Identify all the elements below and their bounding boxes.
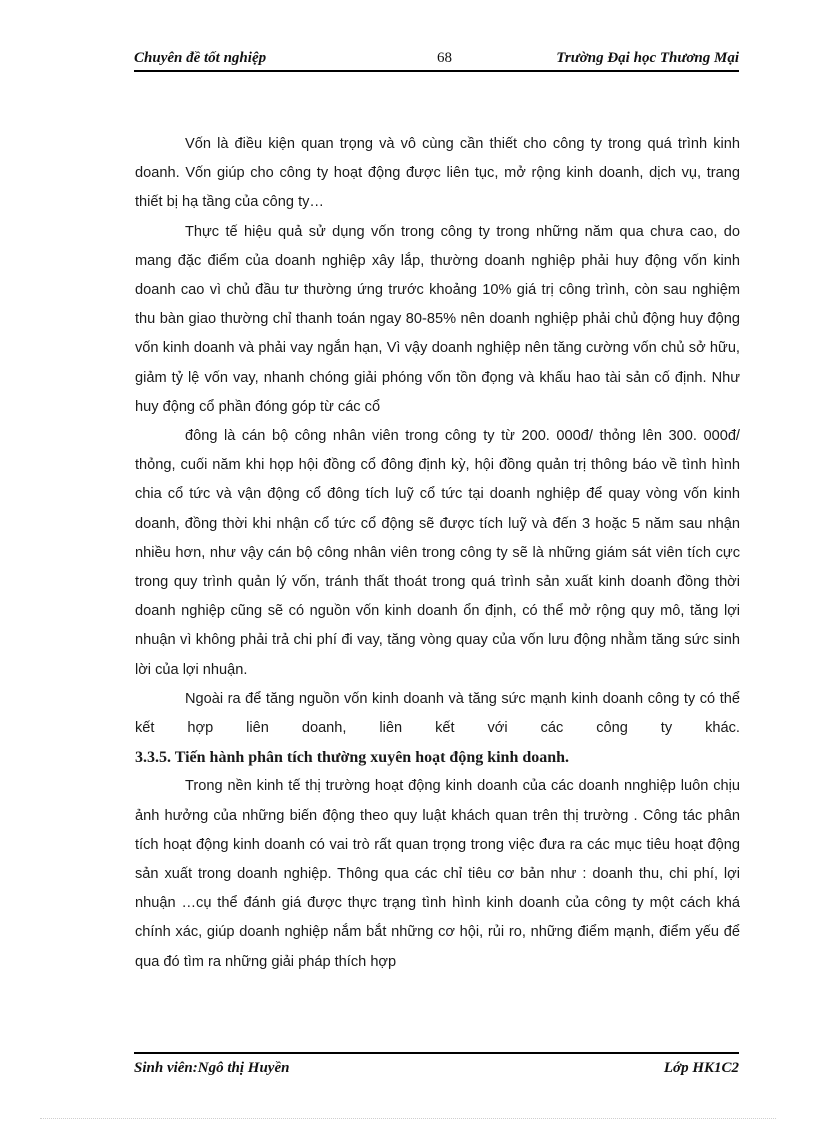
header-university: Trường Đại học Thương Mại: [556, 50, 739, 66]
paragraph-joint-venture: Ngoài ra để tăng nguồn vốn kinh doanh và tăng sức mạnh kinh doanh công ty có thể kết hợp liên doanh, liên kết với các công ty khác.: [135, 690, 740, 737]
section-heading: 3.3.5. Tiến hành phân tích thường xuyên hoạt động kinh doanh.: [135, 749, 570, 767]
page-footer: [134, 1052, 739, 1080]
header-document-type: Chuyên đề tốt nghiệp: [134, 50, 267, 66]
page-bottom-divider: [40, 1118, 776, 1119]
page-header: [134, 48, 739, 72]
paragraph-shareholder-mobilization: đông là cán bộ công nhân viên trong công ty từ 200. 000đ/ thỏng lên 300. 000đ/ thỏng, cuối năm khi họp hội đồng cổ đông định kỳ, hội đồng quản trị thông báo về tình hình chia cổ tức và vận động cổ đông tích luỹ cổ tức tại doanh nghiệp để quay vòng vốn kinh doanh, đồng thời khi nhận cổ tức cổ động sẽ được tích luỹ và đến 3 hoặc 5 năm sau nhận nhiều hơn, như vậy cán bộ công nhân viên trong công ty sẽ là những giám sát viên tích cực trong quy trình quản lý vốn, tránh thất thoát trong quá trình sản xuất kinh doanh đồng thời doanh nghiệp cũng sẽ có nguồn vốn kinh doanh ổn định, có thể mở rộng quy mô, tăng lợi nhuận vì không phải trả chi phí đi vay, tăng vòng quay của vốn lưu động nhằm tăng sức sinh lời của lợi nhuận.: [135, 428, 740, 678]
paragraph-business-analysis: Trong nền kinh tế thị trường hoạt động kinh doanh của các doanh nnghiệp luôn chịu ảnh hưởng của những biến động theo quy luật khách quan trên thị trường . Công tác phân tích hoạt động kinh doanh có vai trò rất quan trọng trong việc đưa ra các mục tiêu hoạt động sản xuất trong doanh nghiệp. Thông qua các chỉ tiêu cơ bản như : doanh thu, chi phí, lợi nhuận …cụ thể đánh giá được thực trạng tình hình kinh doanh của công ty một cách khá chính xác, giúp doanh nghiệp nắm bắt những cơ hội, rủi ro, những điểm mạnh, điểm yếu để qua đó tìm ra những giải pháp thích hợp: [135, 778, 740, 970]
footer-class: Lớp HK1C2: [663, 1060, 739, 1076]
footer-student-name: Sinh viên:Ngô thị Huyền: [134, 1060, 290, 1076]
document-body: [135, 130, 740, 977]
paragraph-capital-efficiency: Thực tế hiệu quả sử dụng vốn trong công ty trong những năm qua chưa cao, do mang đặc điểm của doanh nghiệp xây lắp, thường doanh nghiệp phải huy động vốn kinh doanh cao vì chủ đầu tư thường ứng trước khoảng 10% giá trị công trình, còn sau nghiệm thu bàn giao thường chỉ thanh toán ngay 80-85% nên doanh nghiệp phải chủ động huy động vốn kinh doanh và phải vay ngắn hạn, Vì vậy doanh nghiệp nên tăng cường vốn chủ sở hữu, giảm tỷ lệ vốn vay, nhanh chóng giải phóng vốn tồn đọng và khấu hao tài sản cố định. Như huy động cổ phần đóng góp từ các cổ: [135, 223, 740, 415]
paragraph-capital-importance: Vốn là điều kiện quan trọng và vô cùng cần thiết cho công ty trong quá trình kinh doanh. Vốn giúp cho công ty hoạt động được liên tục, mở rộng kinh doanh, dịch vụ, trang thiết bị hạ tầng của công ty…: [135, 136, 740, 211]
page-number: 68: [437, 50, 452, 66]
